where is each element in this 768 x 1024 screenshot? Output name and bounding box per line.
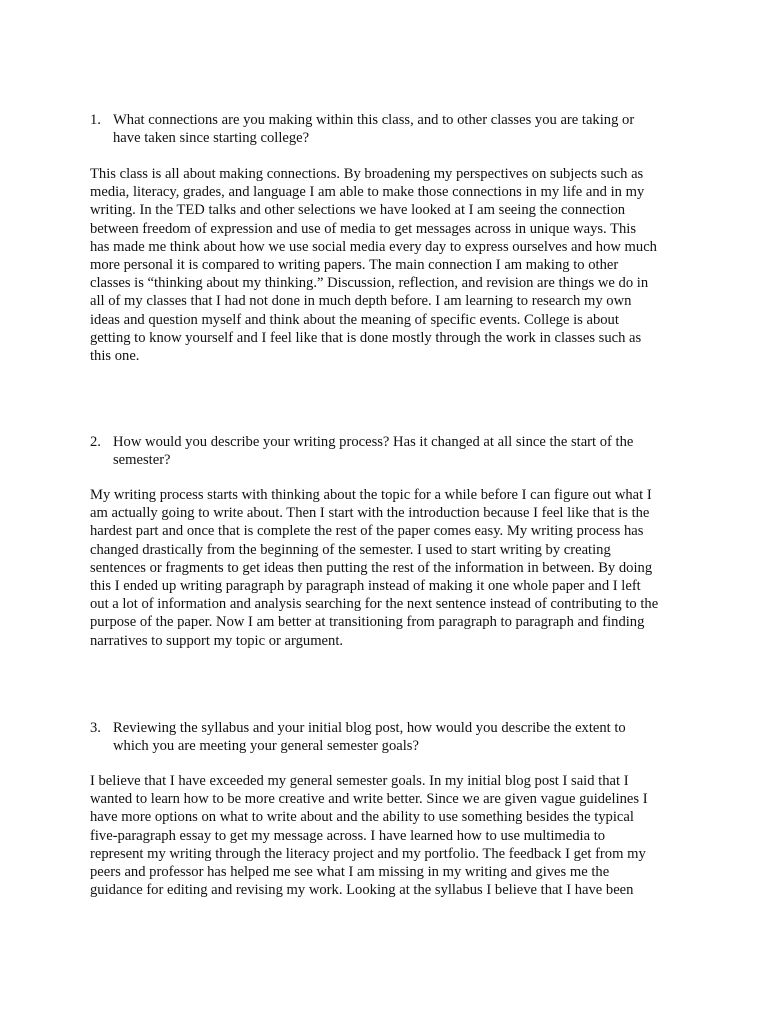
answer-line: getting to know yourself and I feel like that is done mostly through the work in classes such as — [90, 329, 642, 346]
answer-line: more personal it is compared to writing papers. The main connection I am making to other — [90, 257, 619, 274]
question-number: 3. — [90, 720, 101, 736]
answer-line: all of my classes that I had not done in much depth before. I am learning to research my own — [90, 293, 632, 310]
answer-line: guidance for editing and revising my work. Looking at the syllabus I believe that I have been — [90, 882, 634, 899]
answer-2 — [90, 486, 690, 650]
answer-line: out a lot of information and analysis searching for the next sentence instead of contributing to the — [90, 596, 659, 613]
answer-3 — [90, 772, 690, 899]
question-line: What connections are you making within this class, and to other classes you are taking or — [113, 112, 635, 128]
question-line: have taken since starting college? — [113, 130, 310, 147]
answer-line: this I ended up writing paragraph by paragraph instead of making it one whole paper and I left — [90, 578, 641, 595]
answer-line: between freedom of expression and use of media to get messages across in unique ways. This — [90, 220, 637, 237]
answer-line: narratives to support my topic or argument. — [90, 632, 344, 649]
answer-line: has made me think about how we use social media every day to express ourselves and how much — [90, 238, 657, 255]
answer-line: purpose of the paper. Now I am better at transitioning from paragraph to paragraph and finding — [90, 614, 645, 631]
question-line: Reviewing the syllabus and your initial blog post, how would you describe the extent to — [113, 720, 626, 736]
answer-line: am actually going to write about. Then I start with the introduction because I feel like that is the — [90, 505, 650, 522]
question-2 — [90, 433, 690, 469]
question-line: How would you describe your writing process? Has it changed at all since the start of the — [113, 434, 634, 450]
answer-line: have more options on what to write about and the ability to use something besides the typical — [90, 809, 634, 826]
answer-line: represent my writing through the literacy project and my portfolio. The feedback I get from my — [90, 845, 646, 862]
answer-line: changed drastically from the beginning of the semester. I used to start writing by creating — [90, 541, 611, 558]
question-3 — [90, 719, 690, 755]
question-number: 1. — [90, 112, 101, 128]
answer-line: ideas and question myself and think about the meaning of specific events. College is about — [90, 311, 619, 328]
answer-line: My writing process starts with thinking about the topic for a while before I can figure out what I — [90, 487, 652, 503]
answer-line: this one. — [90, 348, 140, 365]
answer-line: peers and professor has helped me see what I am missing in my writing and gives me the — [90, 864, 610, 881]
question-line: semester? — [113, 452, 171, 469]
answer-1 — [90, 165, 690, 365]
answer-line: media, literacy, grades, and language I am able to make those connections in my life and in my — [90, 184, 645, 201]
question-1 — [90, 111, 690, 147]
answer-line: I believe that I have exceeded my general semester goals. In my initial blog post I said that I — [90, 773, 629, 789]
answer-line: hardest part and once that is complete the rest of the paper comes easy. My writing process has — [90, 523, 644, 540]
question-number: 2. — [90, 434, 101, 450]
answer-line: sentences or fragments to get ideas then putting the rest of the information in between. By doing — [90, 559, 653, 576]
answer-line: This class is all about making connections. By broadening my perspectives on subjects such as — [90, 166, 644, 182]
answer-line: classes is “thinking about my thinking.” Discussion, reflection, and revision are things we do in — [90, 275, 649, 292]
answer-line: five-paragraph essay to get my message across. I have learned how to use multimedia to — [90, 827, 606, 844]
question-line: which you are meeting your general semester goals? — [113, 738, 419, 755]
answer-line: wanted to learn how to be more creative and write better. Since we are given vague guidelines I — [90, 791, 648, 808]
answer-line: writing. In the TED talks and other selections we have looked at I am seeing the connection — [90, 202, 626, 219]
